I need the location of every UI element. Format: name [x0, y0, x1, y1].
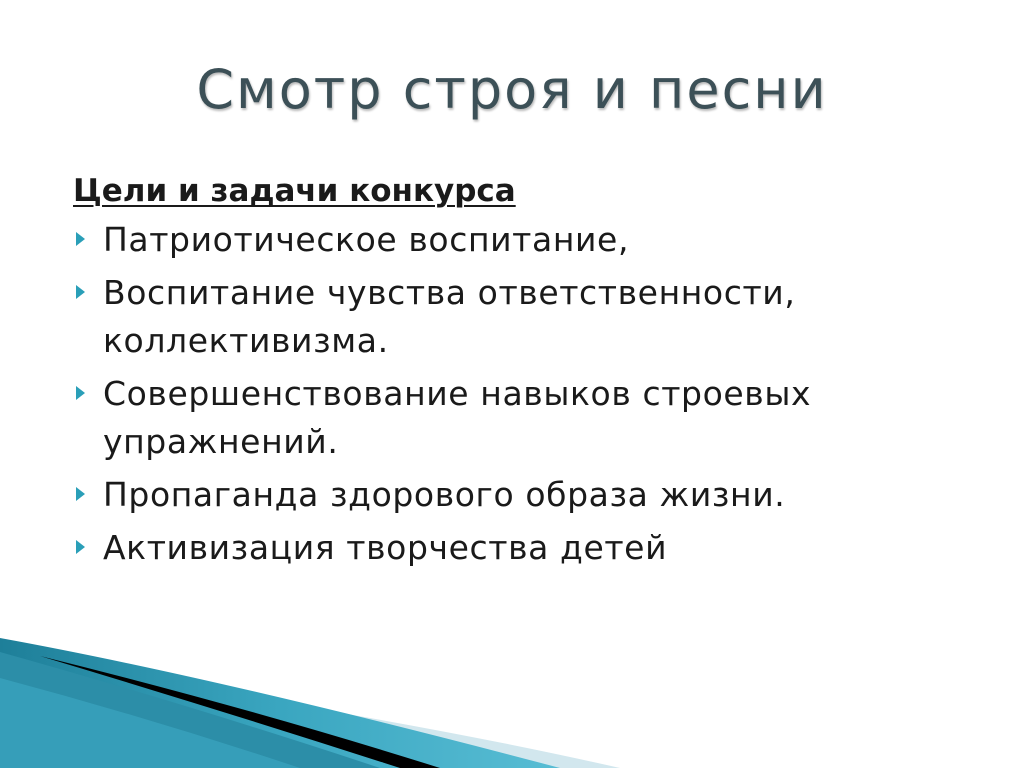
bullet-list — [73, 216, 973, 572]
triangle-bullet-icon — [76, 232, 85, 246]
slide-title: Смотр строя и песни — [196, 58, 828, 121]
subheading: Цели и задачи конкурса — [73, 173, 516, 209]
triangle-bullet-icon — [76, 285, 85, 299]
list-item-text: Активизация творчества детей — [103, 528, 668, 567]
decorative-wave — [0, 638, 1024, 768]
triangle-bullet-icon — [76, 386, 85, 400]
slide-content — [73, 166, 973, 577]
list-item — [73, 269, 973, 365]
triangle-bullet-icon — [76, 487, 85, 501]
list-item — [73, 524, 973, 572]
list-item — [73, 216, 973, 264]
list-item-text: Воспитание чувства ответственности, коллективизма. — [103, 273, 796, 360]
list-item — [73, 370, 973, 466]
list-item — [73, 471, 973, 519]
triangle-bullet-icon — [76, 540, 85, 554]
list-item-text: Пропаганда здорового образа жизни. — [103, 475, 786, 514]
list-item-text: Совершенствование навыков строевых упражнений. — [103, 374, 812, 461]
list-item-text: Патриотическое воспитание, — [103, 220, 630, 259]
